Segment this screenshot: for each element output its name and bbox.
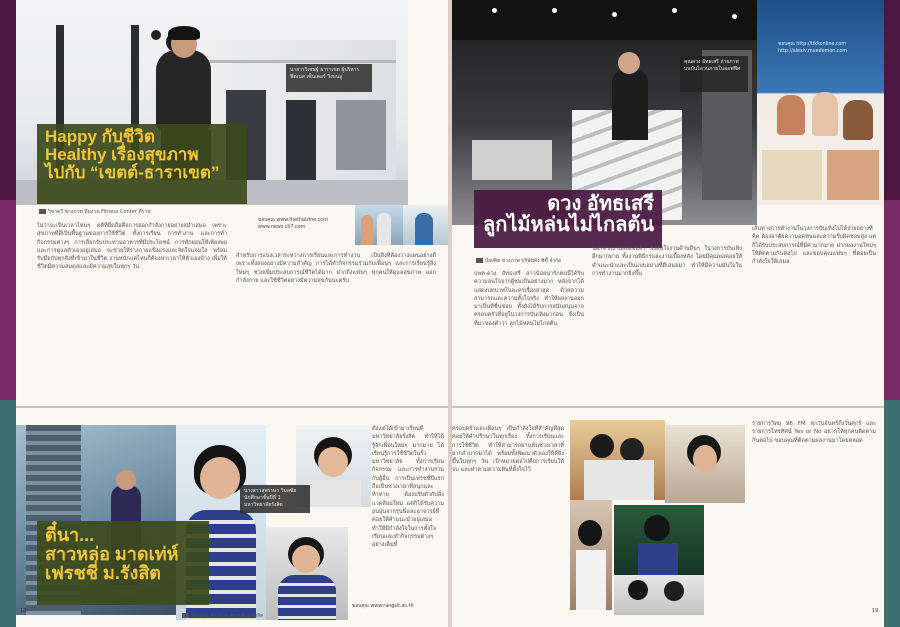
right-article2-col1: ครอบครัวและเพื่อนๆ เป็นกำลังใจที่สำคัญที่สุด คอยให้คำปรึกษาในทุกเรื่อง ทั้งการเรียนและการใช้ชีวิต ทำให้สามารถผ่านพ้นช่วงเวลาที่ยากลำบากมาได้ พร้อมทั้งพัฒนาตัวเองให้ดียิ่งขึ้นในทุกๆ วัน เป้าหมายต่อไปคือการเรียนให้จบ และทำตามความฝันที่ตั้งใจไว้ bbox=[452, 426, 564, 474]
man-figure bbox=[156, 50, 211, 130]
article2-title-line2: สาวหล่อ มาดเท่ห์ bbox=[45, 543, 179, 564]
right-article1-title-box bbox=[474, 190, 662, 248]
couple-photo-2 bbox=[403, 205, 448, 245]
page-divider bbox=[16, 406, 448, 408]
right-article1-col3: เส้นทางการทำงานในวงการบันเทิงไม่ได้ง่ายอย่างที่คิด ต้องอาศัยความอดทนและความรับผิดชอบสูง แต่ก็ได้รับประสบการณ์ที่มีค่ามากมาย ฝากผลงานใหม่ๆ ให้ติดตามกันต่อไป และขอบคุณแฟนๆ ที่คอยเป็นกำลังใจให้เสมอ bbox=[752, 226, 876, 266]
article1-col1: ไม่ว่าจะเป็นเวลาไหนๆ คติที่ยึดถือคือการออกกำลังกายอย่างสม่ำเสมอ เพราะสุขภาพที่ดีเป็นพื้นฐานของการใช้ชีวิต ทั้งการเรียน การทำงาน และการทำกิจกรรมต่างๆ การเลือกรับประทานอาหารที่มีประโยชน์ การพักผ่อนให้เพียงพอ และการดูแลตัวเองอยู่เสมอ จะช่วยให้ร่างกายแข็งแรงและจิตใจแจ่มใส พร้อมรับมือกับทุกสิ่งที่เข้ามาในชีวิต งานหนักแค่ไหนก็ต้องหาเวลาให้ตัวเองบ้าง เพื่อให้ชีวิตมีความสมดุลและมีความสุขในทุกๆ วัน bbox=[37, 223, 227, 271]
article1-title-line2: Healthy เรื่องสุขภาพ bbox=[45, 144, 199, 164]
camera-icon bbox=[476, 258, 483, 263]
right-article1-col2: นอกจากงานแสดงแล้ว ยังสนใจงานด้านอื่นๆ ในวงการบันเทิงอีกมากมาย ทั้งงานพิธีกรและงานเบื้องหลัง โดยมีคุณพ่อคอยให้คำแนะนำและเป็นแบบอย่างที่ดีเสมอมา ทำให้มีความมั่นใจในการทำงานมากยิ่งขึ้น bbox=[592, 246, 742, 277]
right-page-divider bbox=[452, 406, 884, 408]
article1-credit: วิชาตวี ช่างภาพ ทีมงาน Fitness Center ที่ราช bbox=[37, 208, 151, 216]
right-page-number: 19 bbox=[872, 608, 879, 614]
film-still-photo-4 bbox=[614, 575, 704, 615]
right-article2-col2: รายการวิทยุ 96 FM ทุกวันจันทร์ถึงวันศุกร์ และรายการโทรทัศน์ Yes or No อยากให้ทุกคนติดตามกันต่อไป ขอบคุณที่ติดตามผลงานมาโดยตลอด bbox=[752, 421, 876, 444]
tina-caption: นางสาวสุพรรษา วิมลชัย นักศึกษาชั้นปีที่ 1 มหาวิทยาลัยรังสิต bbox=[240, 485, 310, 513]
film-still-photo-1 bbox=[570, 420, 665, 500]
left-page-number: 18 bbox=[20, 608, 27, 614]
gym-photo-caption: นายวรวิเชษฐ์ ธาราเขต ผู้บริหาร ฟิตเนส เซ็นเตอร์ วิ่งบนลู่ bbox=[286, 64, 372, 92]
film-still-photo-5 bbox=[665, 425, 745, 503]
article1-web: ขอบคุณ www.thethaizine.com www.news.ch7.com bbox=[258, 218, 328, 230]
film-still-photo-2 bbox=[570, 500, 612, 610]
article2-col1: ตั้งแต่ได้เข้ามาเรียนที่มหาวิทยาลัยรังสิต ทำให้ได้รู้จักเพื่อนใหม่ๆ มากมาย ได้เรียนรู้การใช้ชีวิตในรั้วมหาวิทยาลัย ทั้งการเรียน กิจกรรม และการทำงานร่วมกับผู้อื่น การเป็นเฟรชชี่ปีแรกถือเป็นช่วงเวลาที่สนุกและท้าทาย ต้องปรับตัวกับสิ่งแวดล้อมใหม่ แต่ก็ได้รับความอบอุ่นจากรุ่นพี่และอาจารย์ที่คอยให้คำแนะนำอยู่เสมอ ทำให้มีกำลังใจในการตั้งใจเรียนและทำกิจกรรมต่างๆ อย่างเต็มที่ bbox=[372, 426, 444, 549]
right-article1-col1: แพท-ดวง อัทธเสรี สาวน้อยน่ารักคนนี้ได้รับความสนใจจากผู้ชมเป็นอย่างมาก หลังจากได้แสดงบทบาทในละครเรื่องล่าสุด ด้วยความสามารถและความตั้งใจจริง ทำให้ผลงานออกมาเป็นที่ชื่นชอบ ทั้งยังได้รับการสนับสนุนจากครอบครัวที่อยู่ในวงการบันเทิงมาก่อน จึงเป็นที่มาของคำว่า ลูกไม้หล่นไม่ไกลต้น bbox=[474, 271, 584, 327]
left-edge-bar-magenta bbox=[0, 200, 16, 400]
right-page bbox=[452, 0, 900, 627]
article1-web-right: ขอบคุณ http://tikkonline.com http://alexiv.muedemon.com bbox=[778, 42, 848, 54]
right-article1-title-line2: ลูกไม้หล่นไม่ไกลต้น bbox=[482, 214, 654, 236]
couple-photo-1 bbox=[355, 205, 403, 245]
article2-title-box bbox=[37, 521, 209, 605]
article2-title-line1: ตี๋นา... bbox=[45, 525, 95, 545]
article1-title-line1: Happy กับชีวิต bbox=[45, 127, 155, 146]
tina-sitting-photo bbox=[266, 527, 348, 620]
article2-web: ขอบคุณ www.rangsit.ac.th bbox=[352, 604, 414, 609]
drama-posters-photo bbox=[757, 0, 884, 205]
film-still-photo-3 bbox=[614, 505, 704, 575]
right-edge-bar-teal bbox=[884, 400, 900, 627]
article2-credit: วิชาการ ช่างภาพ สถานที่ ม.รังสิต bbox=[180, 612, 263, 620]
right-article1-credit: บัณฑิต ช่างภาพ บริษัทดัง ซิตี้ จำกัด bbox=[474, 257, 561, 265]
left-edge-bar-teal bbox=[0, 400, 16, 627]
camera-icon bbox=[39, 209, 46, 214]
left-page bbox=[0, 0, 448, 627]
left-edge-bar-purple bbox=[0, 0, 16, 200]
article1-title-box bbox=[37, 124, 247, 204]
right-edge-bar-purple bbox=[884, 0, 900, 200]
camera-icon bbox=[182, 613, 189, 618]
article1-title-line3: ไปกับ “เขตต์-ธาราเขต” bbox=[45, 162, 220, 182]
article1-col2: สำหรับการแบ่งเวลาระหว่างการเรียนและการทำงาน เป็นสิ่งที่ต้องวางแผนอย่างดี เพราะทั้งสองอย่างมีความสำคัญ การได้ทำกิจกรรมร่วมกับเพื่อนๆ และการเรียนรู้สิ่งใหม่ๆ ช่วยเพิ่มประสบการณ์ชีวิตได้มาก ฝากถึงแฟนๆ ทุกคนให้ดูแลสุขภาพ ออกกำลังกาย และใช้ชีวิตอย่างมีความสุขกันนะครับ bbox=[236, 253, 436, 284]
right-article1-title-line1: ดวง อัทธเสรี bbox=[547, 193, 654, 215]
right-edge-bar-magenta bbox=[884, 200, 900, 400]
article2-title-line3: เฟรชชี่ ม.รังสิต bbox=[45, 562, 161, 583]
office-photo-caption: คุณดวง อัทธเสรี ถ่ายภาพบนบันไดวนภายในออฟฟิศ bbox=[680, 56, 748, 92]
